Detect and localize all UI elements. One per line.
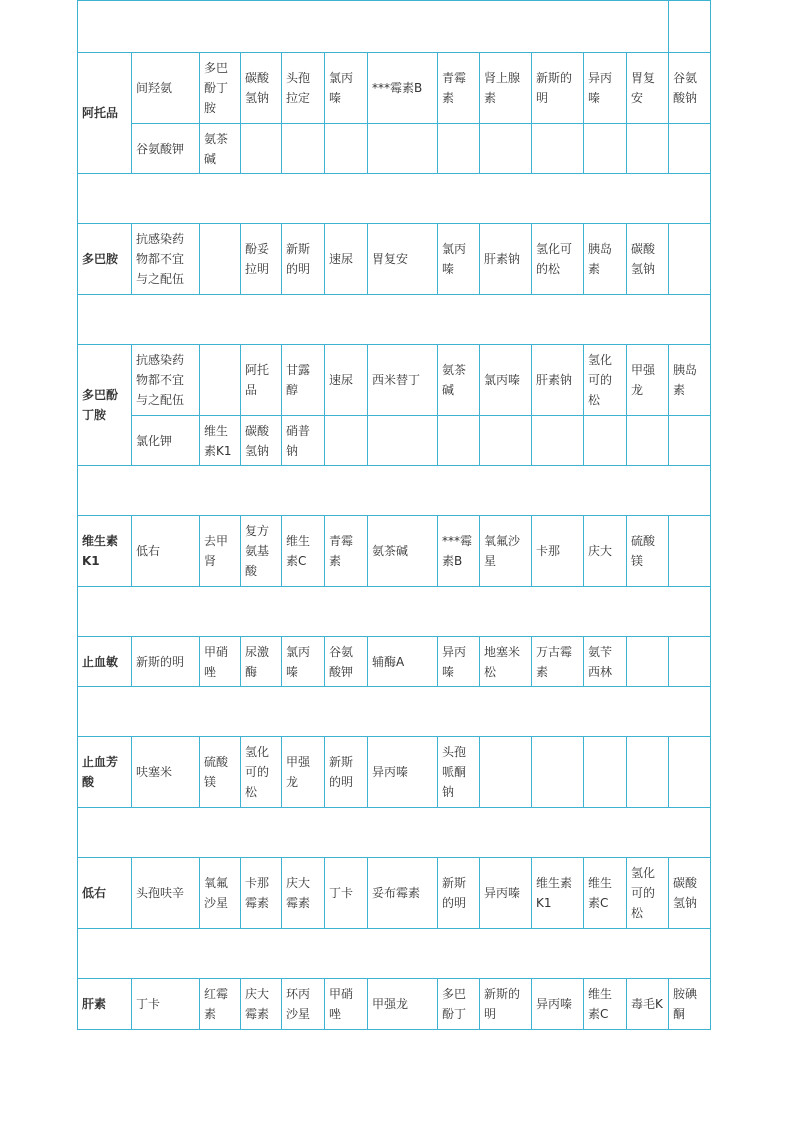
table-row [78,53,711,124]
incompatible-drug-cell: 氧氟沙星 [200,858,241,929]
incompatible-drug-cell: 阿托品 [241,345,282,416]
incompatible-drug-cell: 酚妥拉明 [241,224,282,295]
incompatible-drug-cell: 甲硝唑 [325,979,368,1030]
incompatible-drug-cell: 抗感染药物都不宜与之配伍 [132,224,200,295]
incompatible-drug-cell: 维生素C [584,979,627,1030]
incompatible-drug-cell: 碳酸氢钠 [627,224,669,295]
table-row [78,124,711,174]
incompatible-drug-cell: 异丙嗪 [438,637,480,687]
incompatible-drug-cell: 丁卡 [132,979,200,1030]
incompatible-drug-cell [669,516,711,587]
drug-name-cell: 肝素 [78,979,132,1030]
incompatible-drug-cell: 氨苄西林 [584,637,627,687]
incompatible-drug-cell: 维生素K1 [532,858,584,929]
drug-name-cell: 维生素K1 [78,516,132,587]
incompatible-drug-cell [325,416,368,466]
incompatible-drug-cell: ***霉素B [368,53,438,124]
incompatible-drug-cell: 肾上腺素 [480,53,532,124]
incompatible-drug-cell: 抗感染药物都不宜与之配伍 [132,345,200,416]
incompatible-drug-cell: 胰岛素 [669,345,711,416]
incompatible-drug-cell: 胃复安 [627,53,669,124]
incompatible-drug-cell [438,416,480,466]
incompatible-drug-cell [368,124,438,174]
drug-name-cell: 止血芳酸 [78,737,132,808]
incompatible-drug-cell: 多巴酚丁胺 [200,53,241,124]
incompatible-drug-cell: 新斯的明 [325,737,368,808]
incompatible-drug-cell [627,416,669,466]
table-row [78,737,711,808]
incompatible-drug-cell: 甲强龙 [282,737,325,808]
incompatible-drug-cell: 多巴酚丁 [438,979,480,1030]
incompatible-drug-cell: 新斯的明 [282,224,325,295]
incompatible-drug-cell: 甲强龙 [627,345,669,416]
incompatible-drug-cell: 碳酸氢钠 [669,858,711,929]
incompatible-drug-cell: 氯丙嗪 [325,53,368,124]
table-row [78,345,711,416]
blank-cell [78,929,711,979]
incompatible-drug-cell [584,737,627,808]
incompatible-drug-cell [627,124,669,174]
incompatible-drug-cell: 速尿 [325,224,368,295]
table-row [78,516,711,587]
incompatible-drug-cell: 环丙沙星 [282,979,325,1030]
incompatible-drug-cell [669,737,711,808]
incompatible-drug-cell: 维生素C [282,516,325,587]
incompatible-drug-cell: 氯丙嗪 [480,345,532,416]
incompatible-drug-cell: 甲硝唑 [200,637,241,687]
incompatible-drug-cell: 胺碘酮 [669,979,711,1030]
incompatible-drug-cell: 新斯的明 [438,858,480,929]
incompatible-drug-cell: 异丙嗪 [368,737,438,808]
incompatible-drug-cell: 万古霉素 [532,637,584,687]
incompatible-drug-cell [669,224,711,295]
incompatible-drug-cell [532,124,584,174]
incompatible-drug-cell: 新斯的明 [132,637,200,687]
incompatible-drug-cell: 氢化可的松 [584,345,627,416]
table-row [78,979,711,1030]
incompatible-drug-cell: 速尿 [325,345,368,416]
blank-row [78,808,711,858]
incompatible-drug-cell [368,416,438,466]
incompatible-drug-cell: 卡那 [532,516,584,587]
incompatible-drug-cell: 妥布霉素 [368,858,438,929]
incompatible-drug-cell: 丁卡 [325,858,368,929]
incompatible-drug-cell: 卡那霉素 [241,858,282,929]
incompatible-drug-cell [584,124,627,174]
blank-row [78,687,711,737]
incompatible-drug-cell [200,345,241,416]
incompatible-drug-cell [325,124,368,174]
incompatible-drug-cell: 氢化可的松 [241,737,282,808]
drug-name-cell: 阿托品 [78,53,132,174]
incompatible-drug-cell: 毒毛K [627,979,669,1030]
incompatible-drug-cell [480,416,532,466]
blank-cell [669,1,711,53]
compatibility-table [77,0,711,1030]
incompatible-drug-cell: 青霉素 [438,53,480,124]
incompatible-drug-cell: 异丙嗪 [584,53,627,124]
drug-name-cell: 多巴酚丁胺 [78,345,132,466]
blank-row [78,929,711,979]
table-row [78,416,711,466]
incompatible-drug-cell [241,124,282,174]
incompatible-drug-cell [669,124,711,174]
blank-row [78,174,711,224]
incompatible-drug-cell: 异丙嗪 [532,979,584,1030]
incompatible-drug-cell: 甘露醇 [282,345,325,416]
blank-cell [78,687,711,737]
incompatible-drug-cell: 氨茶碱 [200,124,241,174]
incompatible-drug-cell: 硫酸镁 [200,737,241,808]
incompatible-drug-cell: 红霉素 [200,979,241,1030]
incompatible-drug-cell: 碳酸氢钠 [241,53,282,124]
incompatible-drug-cell: 辅酶A [368,637,438,687]
incompatible-drug-cell [282,124,325,174]
incompatible-drug-cell [480,124,532,174]
incompatible-drug-cell [669,637,711,687]
incompatible-drug-cell: 异丙嗪 [480,858,532,929]
incompatible-drug-cell: 谷氨酸钾 [325,637,368,687]
table-body [78,1,711,1030]
incompatible-drug-cell: 硝普钠 [282,416,325,466]
incompatible-drug-cell: 庆大霉素 [241,979,282,1030]
incompatible-drug-cell: ***霉素B [438,516,480,587]
incompatible-drug-cell: 庆大 [584,516,627,587]
incompatible-drug-cell: 谷氨酸钾 [132,124,200,174]
blank-cell [78,587,711,637]
incompatible-drug-cell: 维生素K1 [200,416,241,466]
blank-row [78,295,711,345]
incompatible-drug-cell: 西米替丁 [368,345,438,416]
incompatible-drug-cell: 氯丙嗪 [282,637,325,687]
drug-name-cell: 低右 [78,858,132,929]
incompatible-drug-cell: 碳酸氢钠 [241,416,282,466]
incompatible-drug-cell: 青霉素 [325,516,368,587]
blank-cell [78,1,669,53]
incompatible-drug-cell: 尿激酶 [241,637,282,687]
incompatible-drug-cell [669,416,711,466]
incompatible-drug-cell: 新斯的明 [480,979,532,1030]
incompatible-drug-cell [438,124,480,174]
incompatible-drug-cell [200,224,241,295]
incompatible-drug-cell: 复方氨基酸 [241,516,282,587]
blank-row [78,587,711,637]
incompatible-drug-cell: 低右 [132,516,200,587]
incompatible-drug-cell: 维生素C [584,858,627,929]
incompatible-drug-cell: 硫酸镁 [627,516,669,587]
drug-name-cell: 止血敏 [78,637,132,687]
incompatible-drug-cell: 谷氨酸钠 [669,53,711,124]
incompatible-drug-cell [627,737,669,808]
incompatible-drug-cell: 地塞米松 [480,637,532,687]
incompatible-drug-cell: 氨茶碱 [368,516,438,587]
incompatible-drug-cell: 间羟氨 [132,53,200,124]
incompatible-drug-cell: 肝素钠 [480,224,532,295]
incompatible-drug-cell [532,416,584,466]
incompatible-drug-cell: 氧氟沙星 [480,516,532,587]
blank-cell [78,466,711,516]
incompatible-drug-cell: 新斯的明 [532,53,584,124]
incompatible-drug-cell: 去甲肾 [200,516,241,587]
table-row [78,224,711,295]
blank-cell [78,174,711,224]
blank-cell [78,808,711,858]
incompatible-drug-cell: 氢化可的松 [532,224,584,295]
blank-cell [78,295,711,345]
incompatible-drug-cell [532,737,584,808]
incompatible-drug-cell: 头孢拉定 [282,53,325,124]
incompatible-drug-cell: 氨茶碱 [438,345,480,416]
table-row [78,858,711,929]
incompatible-drug-cell: 胃复安 [368,224,438,295]
incompatible-drug-cell [584,416,627,466]
incompatible-drug-cell: 氢化可的松 [627,858,669,929]
table-row [78,637,711,687]
incompatible-drug-cell: 胰岛素 [584,224,627,295]
incompatible-drug-cell [627,637,669,687]
blank-row [78,466,711,516]
incompatible-drug-cell: 肝素钠 [532,345,584,416]
incompatible-drug-cell: 头孢哌酮钠 [438,737,480,808]
incompatible-drug-cell [480,737,532,808]
drug-name-cell: 多巴胺 [78,224,132,295]
incompatible-drug-cell: 氯丙嗪 [438,224,480,295]
incompatible-drug-cell: 氯化钾 [132,416,200,466]
table-row [78,1,711,53]
incompatible-drug-cell: 头孢呋辛 [132,858,200,929]
incompatible-drug-cell: 庆大霉素 [282,858,325,929]
incompatible-drug-cell: 呋塞米 [132,737,200,808]
incompatible-drug-cell: 甲强龙 [368,979,438,1030]
